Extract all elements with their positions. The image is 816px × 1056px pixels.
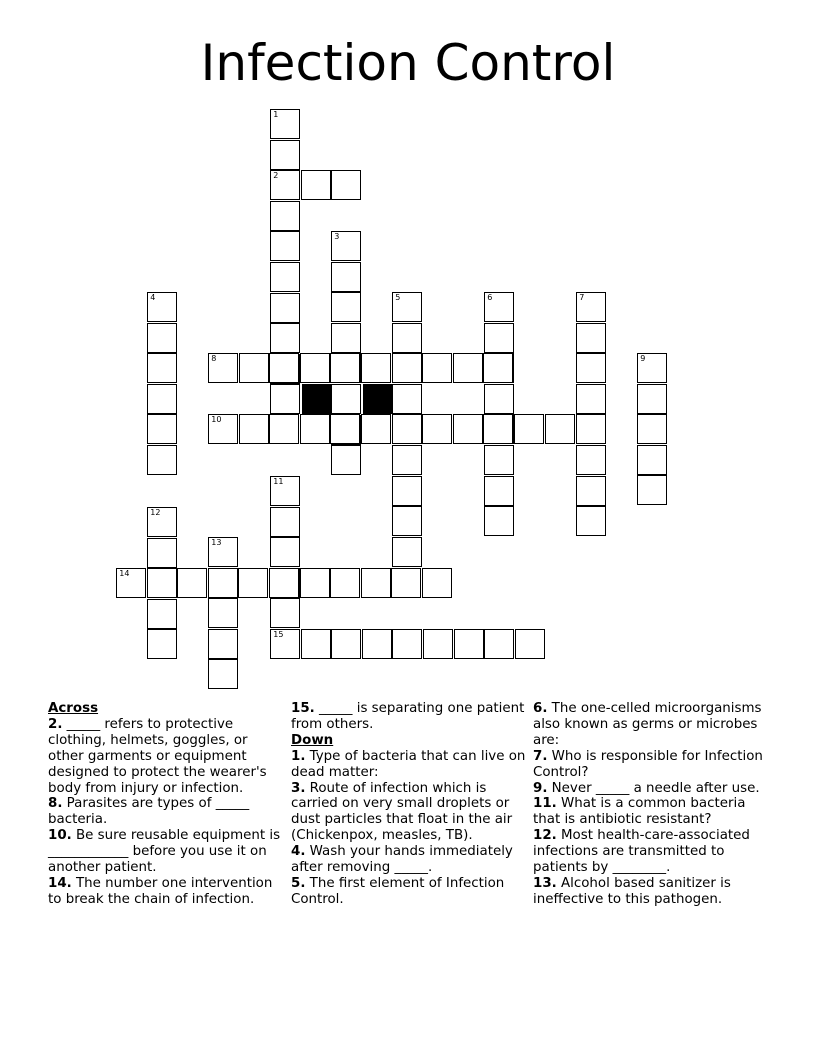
grid-cell[interactable]	[392, 629, 422, 659]
grid-cell[interactable]	[576, 414, 606, 444]
grid-cell[interactable]	[453, 414, 483, 444]
across-heading: Across	[48, 701, 99, 716]
grid-cell[interactable]	[300, 568, 330, 598]
clue-text: Wash your hands immediately after removing _____.	[291, 844, 513, 876]
clue-text: The first element of Infection Control.	[291, 875, 505, 907]
grid-cell[interactable]	[637, 384, 667, 414]
clue-number: 5.	[291, 875, 306, 891]
puzzle-title: Infection Control	[200, 34, 616, 92]
grid-cell[interactable]	[392, 445, 422, 475]
clue-text: Be sure reusable equipment is ____________ before you use it on another patient.	[48, 828, 281, 876]
grid-cell[interactable]	[484, 445, 514, 475]
grid-cell[interactable]	[331, 262, 361, 292]
clue-text: Route of infection which is carried on very small droplets or dust particles that float in the air (Chickenpox, measles, TB).	[291, 780, 513, 844]
grid-cell[interactable]	[331, 292, 361, 322]
grid-cell[interactable]	[637, 445, 667, 475]
grid-cell[interactable]	[484, 506, 514, 536]
cell-number: 7	[579, 293, 585, 303]
clue-number: 8.	[48, 796, 63, 812]
grid-cell[interactable]	[423, 629, 453, 659]
grid-cell[interactable]	[147, 538, 177, 568]
grid-cell[interactable]	[576, 323, 606, 353]
grid-cell[interactable]	[269, 353, 299, 383]
grid-cell[interactable]	[270, 201, 300, 231]
grid-cell[interactable]	[392, 414, 422, 444]
clue-number: 7.	[533, 748, 548, 764]
cell-number: 3	[334, 232, 340, 242]
clue-down-12	[533, 828, 769, 876]
grid-cell[interactable]	[484, 384, 514, 414]
clue-text: Type of bacteria that can live on dead matter:	[291, 748, 526, 780]
clue-down-4	[291, 844, 527, 876]
grid-cell[interactable]	[270, 507, 300, 537]
grid-cell[interactable]	[514, 414, 544, 444]
grid-cell[interactable]	[392, 537, 422, 567]
grid-cell[interactable]	[208, 568, 238, 598]
grid-cell[interactable]	[147, 445, 177, 475]
grid-cell[interactable]	[361, 568, 391, 598]
grid-cell[interactable]	[454, 629, 484, 659]
grid-cell[interactable]	[147, 323, 177, 353]
clue-across-15	[291, 701, 527, 733]
grid-cell[interactable]	[392, 353, 422, 383]
grid-cell[interactable]	[270, 293, 300, 323]
clues-column-1	[48, 701, 284, 908]
cell-number: 14	[119, 569, 130, 579]
grid-cell[interactable]	[637, 475, 667, 505]
clues-column-3	[533, 701, 769, 908]
grid-cell[interactable]	[331, 384, 361, 414]
grid-cell[interactable]	[300, 353, 330, 383]
cell-number: 15	[273, 630, 284, 640]
clue-across-10	[48, 828, 284, 876]
clue-number: 9.	[533, 780, 548, 796]
grid-cell[interactable]	[208, 598, 238, 628]
clue-text: _____ refers to protective clothing, helmets, goggles, or other garments or equipment designed to protect the wearer's body from injury or infection.	[48, 716, 267, 796]
grid-cell[interactable]	[576, 292, 606, 322]
cell-number: 8	[211, 354, 217, 364]
grid-cell[interactable]	[362, 629, 392, 659]
grid-cell[interactable]	[147, 414, 177, 444]
grid-cell[interactable]	[239, 414, 269, 444]
grid-cell[interactable]	[270, 323, 300, 353]
grid-cell[interactable]	[331, 323, 361, 353]
grid-cell[interactable]	[361, 353, 391, 383]
clue-down-13	[533, 876, 769, 908]
grid-cell[interactable]	[422, 568, 452, 598]
grid-cell[interactable]	[576, 506, 606, 536]
clue-text: _____ is separating one patient from others.	[291, 701, 525, 732]
down-heading: Down	[291, 732, 334, 748]
grid-cell[interactable]	[208, 659, 238, 689]
grid-cell[interactable]	[270, 384, 300, 414]
grid-cell[interactable]	[177, 568, 207, 598]
clue-across-2	[48, 717, 284, 797]
grid-cell[interactable]	[331, 231, 361, 261]
clue-number: 13.	[533, 875, 557, 891]
grid-cell[interactable]	[147, 568, 177, 598]
clue-down-11	[533, 796, 769, 828]
grid-cell[interactable]	[147, 384, 177, 414]
clue-across-14	[48, 876, 284, 908]
grid-cell[interactable]	[238, 568, 268, 598]
cell-number: 2	[273, 171, 279, 181]
grid-cell[interactable]	[331, 445, 361, 475]
grid-cell[interactable]	[270, 598, 300, 628]
clue-text: Alcohol based sanitizer is ineffective to this pathogen.	[533, 875, 731, 907]
clue-text: Most health-care-associated infections are transmitted to patients by ________.	[533, 828, 750, 876]
grid-cell[interactable]	[484, 323, 514, 353]
grid-cell[interactable]	[392, 384, 422, 414]
grid-cell[interactable]	[270, 537, 300, 567]
cell-number: 9	[640, 354, 646, 364]
grid-cell[interactable]	[576, 445, 606, 475]
cell-number: 6	[487, 293, 493, 303]
clue-text: Who is responsible for Infection Control?	[533, 748, 763, 780]
grid-cell[interactable]	[270, 262, 300, 292]
cell-number: 11	[273, 477, 284, 487]
grid-cell[interactable]	[301, 170, 331, 200]
grid-cell[interactable]	[270, 231, 300, 261]
down-clue-list	[291, 749, 527, 908]
clue-down-1	[291, 749, 527, 781]
grid-cell[interactable]	[208, 537, 238, 567]
grid-cell[interactable]	[239, 353, 269, 383]
grid-cell[interactable]	[269, 568, 299, 598]
grid-cell[interactable]	[484, 629, 514, 659]
grid-cell[interactable]	[392, 506, 422, 536]
across-clue-list	[48, 717, 284, 908]
grid-cell[interactable]	[208, 353, 238, 383]
cell-number: 5	[395, 293, 401, 303]
clue-down-5	[291, 876, 527, 908]
clue-text: The one-celled microorganisms also known as germs or microbes are:	[533, 701, 762, 748]
grid-cell[interactable]	[637, 353, 667, 383]
grid-cell[interactable]	[270, 109, 300, 139]
grid-cell[interactable]	[392, 292, 422, 322]
grid-cell[interactable]	[270, 170, 300, 200]
grid-cell[interactable]	[576, 384, 606, 414]
grid-cell[interactable]	[484, 476, 514, 506]
clue-text: Parasites are types of _____ bacteria.	[48, 796, 250, 828]
grid-cell[interactable]	[270, 140, 300, 170]
grid-cell[interactable]	[147, 353, 177, 383]
grid-cell[interactable]	[330, 353, 360, 383]
grid-cell[interactable]	[331, 629, 361, 659]
clue-number: 10.	[48, 828, 72, 844]
cell-number: 10	[211, 415, 222, 425]
clue-number: 14.	[48, 875, 72, 891]
grid-cell[interactable]	[147, 292, 177, 322]
grid-cell[interactable]	[483, 353, 513, 383]
cell-number: 13	[211, 538, 222, 548]
clue-down-3	[291, 781, 527, 845]
clue-text: Never _____ a needle after use.	[547, 780, 760, 796]
grid-cell[interactable]	[301, 629, 331, 659]
clue-down-6	[533, 701, 769, 749]
grid-cell[interactable]	[391, 568, 421, 598]
clue-number: 11.	[533, 796, 557, 812]
grid-cell[interactable]	[270, 629, 300, 659]
cell-number: 1	[273, 110, 279, 120]
grid-cell[interactable]	[270, 476, 300, 506]
grid-cell[interactable]	[576, 353, 606, 383]
clue-number: 15.	[291, 701, 315, 716]
grid-cell[interactable]	[422, 414, 452, 444]
black-cell	[363, 384, 393, 414]
grid-cell[interactable]	[483, 414, 513, 444]
clue-number: 1.	[291, 748, 306, 764]
grid-cell[interactable]	[331, 170, 361, 200]
grid-cell[interactable]	[330, 568, 360, 598]
clue-number: 2.	[48, 716, 63, 732]
clue-down-9	[533, 781, 769, 797]
grid-cell[interactable]	[269, 414, 299, 444]
clue-text: The number one intervention to break the chain of infection.	[48, 875, 273, 907]
clues-column-2	[291, 701, 527, 908]
grid-cell[interactable]	[453, 353, 483, 383]
grid-cell[interactable]	[147, 507, 177, 537]
grid-cell[interactable]	[208, 414, 238, 444]
clue-text: What is a common bacteria that is antibiotic resistant?	[533, 796, 746, 828]
grid-cell[interactable]	[515, 629, 545, 659]
clue-across-8	[48, 796, 284, 828]
grid-cell[interactable]	[116, 568, 146, 598]
grid-cell[interactable]	[392, 476, 422, 506]
grid-cell[interactable]	[576, 476, 606, 506]
clue-number: 12.	[533, 828, 557, 844]
clue-number: 4.	[291, 844, 306, 860]
cell-number: 4	[150, 293, 156, 303]
grid-cell[interactable]	[147, 629, 177, 659]
grid-cell[interactable]	[330, 414, 360, 444]
clue-number: 3.	[291, 780, 306, 796]
grid-cell[interactable]	[637, 414, 667, 444]
grid-cell[interactable]	[208, 629, 238, 659]
cell-number: 12	[150, 508, 161, 518]
down-clue-list-continued	[533, 701, 769, 908]
grid-cell[interactable]	[392, 323, 422, 353]
black-cell	[302, 384, 332, 414]
grid-cell[interactable]	[422, 353, 452, 383]
clue-number: 6.	[533, 701, 548, 716]
grid-cell[interactable]	[300, 414, 330, 444]
grid-cell[interactable]	[484, 292, 514, 322]
grid-cell[interactable]	[147, 599, 177, 629]
grid-cell[interactable]	[545, 414, 575, 444]
clue-down-7	[533, 749, 769, 781]
grid-cell[interactable]	[361, 414, 391, 444]
